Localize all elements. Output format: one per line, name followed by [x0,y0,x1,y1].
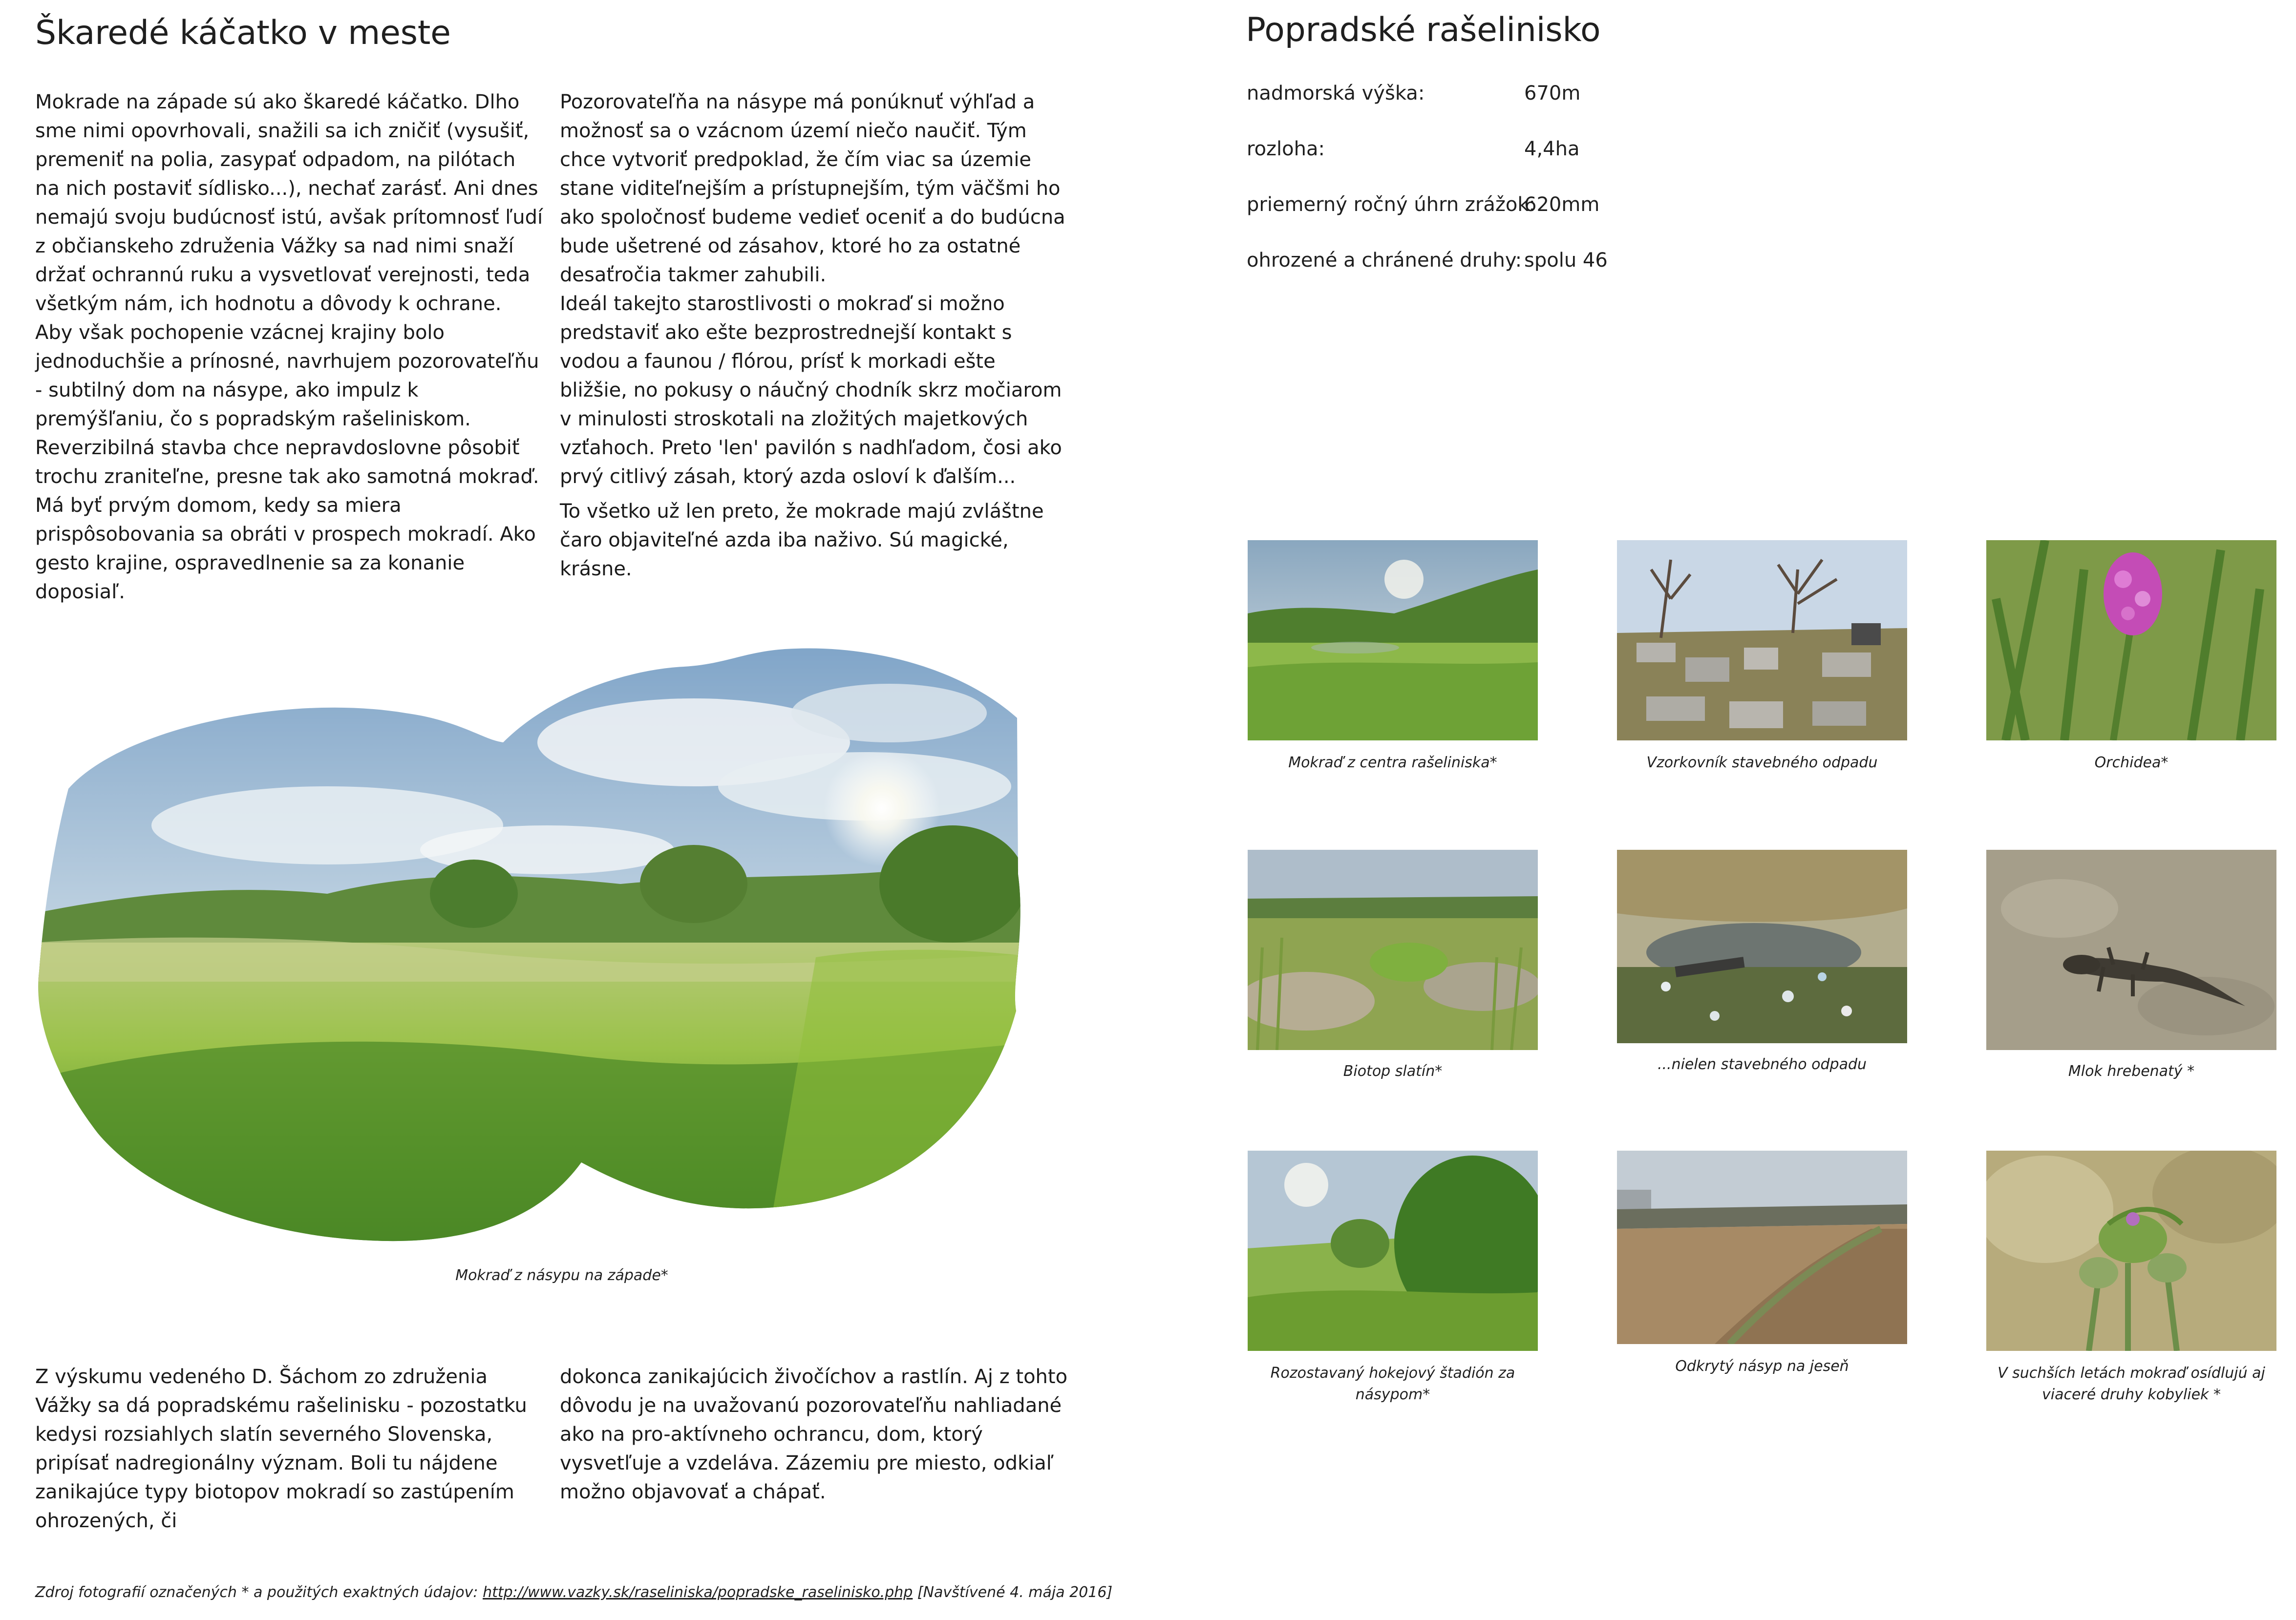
photo-caption: Mlok hrebenatý * [2068,1063,2195,1080]
photo-orchid [1986,540,2276,740]
photo-wetland-center [1248,540,1538,740]
source-link[interactable]: http://www.vazky.sk/raseliniska/popradske_raselinisko.php [483,1584,913,1601]
photo-caption: V suchších letách mokraď osídlujú aj viaceré druhy kobyliek * [1998,1365,2265,1403]
photo-construction-waste [1617,540,1907,740]
fact-value: 670m [1524,82,1581,105]
source-footer [35,1584,1112,1601]
fact-label: nadmorská výška: [1247,82,1425,105]
photo-caption: Vzorkovník stavebného odpadu [1646,754,1878,771]
photo-caption: ...nielen stavebného odpadu [1657,1056,1867,1073]
paragraph: Aby však pochopenie vzácnej krajiny bolo jednoduchšie a prínosné, navrhujem pozorovateľňu - subtilný dom na násype, ako impulz k premýšľaniu, čo s popradským rašeliniskom. Reverzibilná stavba chce nepravdoslovne pôsobiť trochu zraniteľne, presne tak ako samotná mokraď. Má byť prvým domom, kedy sa miera prispôsobovania sa obráti v prospech mokradí. Ako gesto krajine, ospravedlnenie sa za konanie doposiaľ. [35,321,539,603]
photo-caption: Orchidea* [2094,754,2168,771]
footer-prefix: Zdroj fotografií označených * a použitých exaktných údajov: [35,1584,478,1601]
fact-label: rozloha: [1247,138,1325,160]
research-column-1 [35,1363,543,1536]
left-page-title: Škaredé káčatko v meste [35,14,451,52]
right-page-title: Popradské rašelinisko [1246,11,1601,49]
fact-value: spolu 46 [1524,249,1608,272]
panorama-photo [34,640,1070,1245]
research-column-2 [560,1363,1068,1507]
footer-visited-date: [Navštívené 4. mája 2016] [917,1584,1113,1601]
paragraph: Z výskumu vedeného D. Šáchom zo združenia Vážky sa dá popradskému rašelinisku - pozostatku kedysi rozsiahlych slatín severného Slovenska, pripísať nadregionálny význam. Boli tu nájdene zanikajúce typy biotopov mokradí so zastúpením ohrozených, či [35,1366,527,1532]
photo-caption: Mokraď z centra rašeliniska* [1288,754,1497,771]
fact-label: priemerný ročný úhrn zrážok: [1247,193,1535,216]
paragraph: Ideál takejto starostlivosti o mokraď si možno predstaviť ako ešte bezprostrednejší kontakt s vodou a faunou / flórou, prísť k morkadi ešte bližšie, no pokusy o náučný chodník skrz močiarom v minulosti stroskotali na zložitých majetkových vzťahoch. Preto 'len' pavilón s nadhľadom, čosi ako prvý citlivý zásah, ktorý azda osloví k ďalším... [560,293,1062,488]
photo-caption: Odkrytý násyp na jeseň [1675,1358,1849,1375]
fact-label: ohrozené a chránené druhy: [1247,249,1522,272]
photo-embankment-autumn [1617,1151,1907,1344]
panorama-caption: Mokraď z násypu na západe* [455,1267,668,1284]
paragraph: To všetko už len preto, že mokrade majú zvláštne čaro objaviteľné azda iba naživo. Sú magické, krásne. [560,500,1044,580]
photo-caption: Rozostavaný hokejový štadión za násypom* [1270,1365,1515,1403]
photo-waste-pond [1617,850,1907,1043]
fact-value: 4,4ha [1524,138,1580,160]
photo-fen-biotope [1248,850,1538,1050]
intro-column-2 [560,88,1068,584]
paragraph: Pozorovateľňa na násype má ponúknuť výhľad a možnosť sa o vzácnom území niečo naučiť. Tým chce vytvoriť predpoklad, že čím viac sa územie stane viditeľnejším a prístupnejším, tým väčšmi ho ako spoločnosť budeme vedieť oceniť a do budúcna bude ušetrené od zásahov, ktoré ho za ostatné desaťročia takmer zahubili. [560,91,1065,286]
photo-caption: Biotop slatín* [1343,1063,1443,1080]
photo-crested-newt [1986,850,2276,1050]
paragraph: dokonca zanikajúcich živočíchov a rastlín. Aj z tohto dôvodu je na uvažovanú pozorovateľňu nahliadané ako na pro-aktívneho ochrancu, dom, ktorý vysvetľuje a vzdeláva. Zázemiu pre miesto, odkiaľ možno objavovať a chápať. [560,1366,1068,1503]
fact-value: 620mm [1524,193,1600,216]
paragraph: Mokrade na západe sú ako škaredé káčatko. Dlho sme nimi opovrhovali, snažili sa ich zničiť (vysušiť, premeniť na polia, zasypať odpadom, na pilótach na nich postaviť sídlisko...), nechať zarásť. Ani dnes nemajú svoju budúcnosť istú, avšak prítomnosť ľudí z občianskeho združenia Vážky sa nad nimi snaží držať ochrannú ruku a vysvetlovať verejnosti, teda všetkým nám, ich hodnotu a dôvody k ochrane. [35,91,543,315]
intro-column-1 [35,88,543,607]
photo-hockey-stadium [1248,1151,1538,1351]
photo-bush-cricket [1986,1151,2276,1351]
